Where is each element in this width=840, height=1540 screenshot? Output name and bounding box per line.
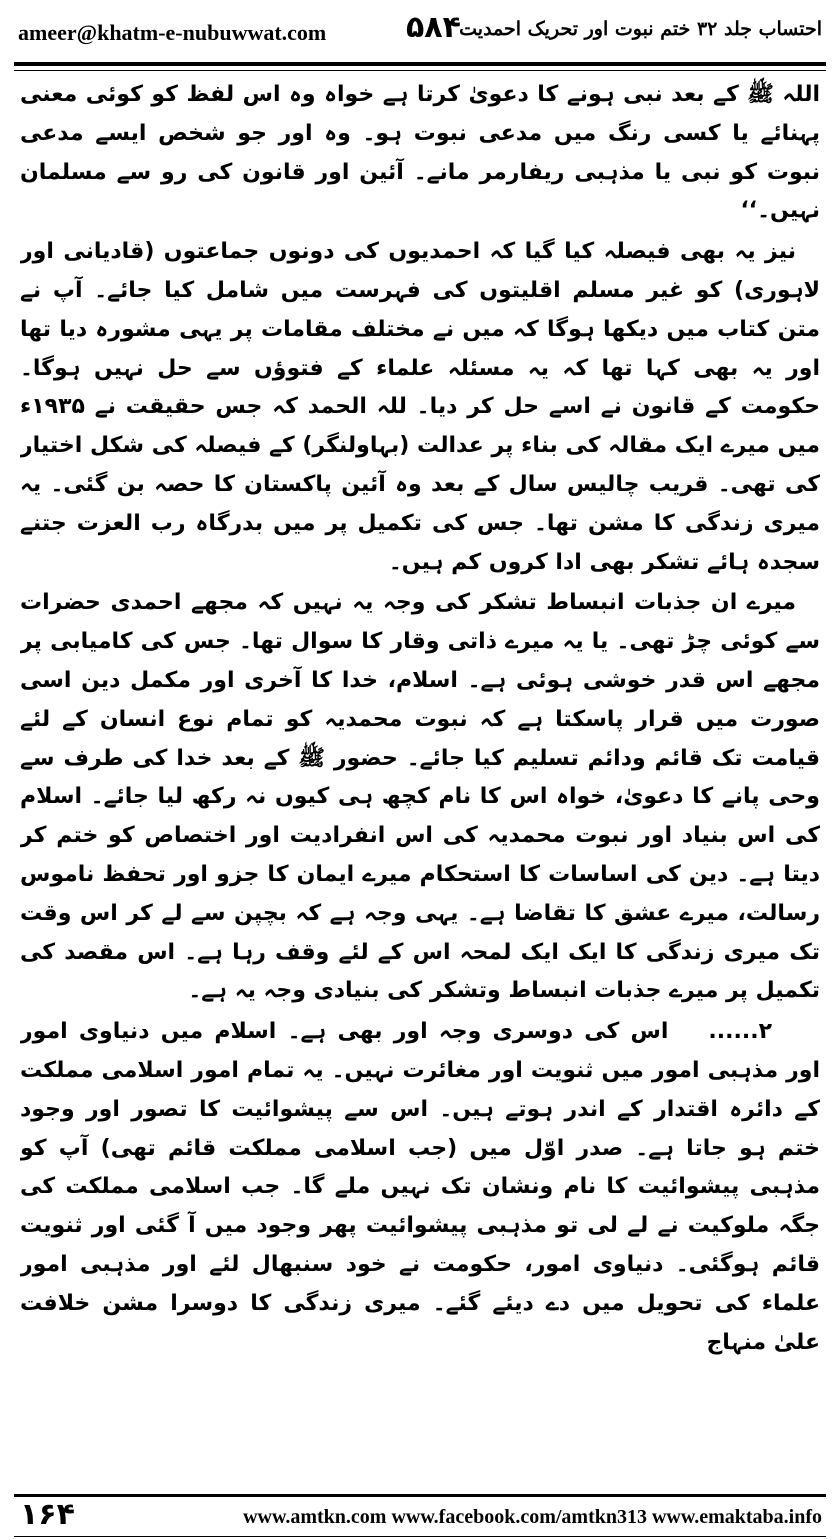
footer-urls[interactable]: www.amtkn.com www.facebook.com/amtkn313 www.emaktaba.info (243, 1506, 822, 1528)
header-rule-thick (14, 62, 826, 66)
paragraph-2: نیز یہ بھی فیصلہ کیا گیا کہ احمدیوں کی دونوں جماعتوں (قادیانی اور لاہوری) کو غیر مسلم اقلیتوں کی فہرست میں شامل کیا جائے۔ آپ نے متن کتاب میں دیکھا ہوگا کہ میں نے مختلف مقامات پر یہی مشورہ دیا تھا اور یہ بھی کہا تھا کہ یہ مسئلہ علماء کے فتوؤں سے حل نہیں ہوگا۔ حکومت کے قانون نے اسے حل کر دیا۔ للہ الحمد کہ جس حقیقت نے ۱۹۳۵ء میں میرے ایک مقالہ کی بناء پر عدالت (بہاولنگر) کے فیصلہ کی شکل اختیار کی تھی۔ قریب چالیس سال کے بعد وہ آئین پاکستان کا حصہ بن گئی۔ یہ میری زندگی کا مشن تھا۔ جس کی تکمیل پر میں بدرگاہ رب العزت جتنے سجدہ ہائے تشکر بھی ادا کروں کم ہیں۔ (20, 239, 820, 575)
paragraph-4-text: اس کی دوسری وجہ اور بھی ہے۔ اسلام میں دنیاوی امور اور مذہبی امور میں ثنویت اور مغائرت نہیں۔ یہ تمام امور اسلامی مملکت کے دائرہ اقتدار کے اندر ہوتے ہیں۔ اس سے پیشوائیت کا تصور اور وجود ختم ہو جاتا ہے۔ صدر اوّل میں (جب اسلامی مملکت قائم تھی) آپ کو مذہبی پیشوائیت کا نام ونشان تک نہیں ملے گا۔ جب اسلامی مملکت کی جگہ ملوکیت نے لے لی تو مذہبی پیشوائیت پھر وجود میں آ گئی اور ثنویت قائم ہوگئی۔ دنیاوی امور، حکومت نے خود سنبھال لئے اور مذہبی امور علماء کی تحویل میں دے دیئے گئے۔ میری زندگی کا دوسرا مشن خلافت علیٰ منہاج (20, 1019, 820, 1355)
paragraph-3: میرے ان جذبات انبساط تشکر کی وجہ یہ نہیں کہ مجھے احمدی حضرات سے کوئی چڑ تھی۔ یا یہ میرے ذاتی وقار کا سوال تھا۔ جس کی کامیابی پر مجھے اس قدر خوشی ہوئی ہے۔ اسلام، خدا کا آخری اور مکمل دین اسی صورت میں قرار پاسکتا ہے کہ نبوت محمدیہ کو تمام نوع انسان کے لئے قیامت تک قائم ودائم تسلیم کیا جائے۔ حضور ﷺ کے بعد خدا کی طرف سے وحی پانے کا دعویٰ، خواہ اس کا نام کچھ ہی کیوں نہ رکھ لیا جائے۔ اسلام کی اس بنیاد اور نبوت محمدیہ کی اس انفرادیت اور اختصاص کو ختم کر دیتا ہے۔ دین کی اساسات کا استحکام میرے ایمان کا جزو اور تحفظ ناموس رسالت، میرے عشق کا تقاضا ہے۔ یہی وجہ ہے کہ بچپن سے لے کر اس وقت تک میری زندگی کا ایک ایک لمحہ اس کے لئے وقف رہا ہے۔ اس مقصد کی تکمیل پر میرے جذبات انبساط وتشکر کی بنیادی وجہ یہ ہے۔ (20, 590, 820, 1004)
paragraph-1: اللہ ﷺ کے بعد نبی ہونے کا دعویٰ کرتا ہے خواہ وہ اس لفظ کو کوئی معنی پہنائے یا کسی رنگ میں مدعی نبوت ہو۔ وہ اور جو شخص ایسے مدعی نبوت کو نبی یا مذہبی ریفارمر مانے۔ آئین اور قانون کی رو سے مسلمان نہیں۔‘‘ (20, 82, 820, 224)
running-title: احتساب جلد ۳۲ ختم نبوت اور تحریک احمدیت (459, 18, 822, 40)
footer-rule-thin (14, 1536, 826, 1537)
header-email[interactable]: ameer@khatm-e-nubuwwat.com (18, 20, 327, 45)
page-footer (14, 1497, 826, 1535)
footer-page-number: ۱۶۴ (20, 1497, 75, 1532)
header-rule-thin (14, 70, 826, 71)
item-number: ۲...... (708, 1019, 772, 1045)
header-page-number: ۵۸۴ (406, 10, 461, 45)
page-header (14, 8, 826, 56)
paragraph-4 (20, 1013, 820, 1362)
page-body (20, 76, 820, 1484)
